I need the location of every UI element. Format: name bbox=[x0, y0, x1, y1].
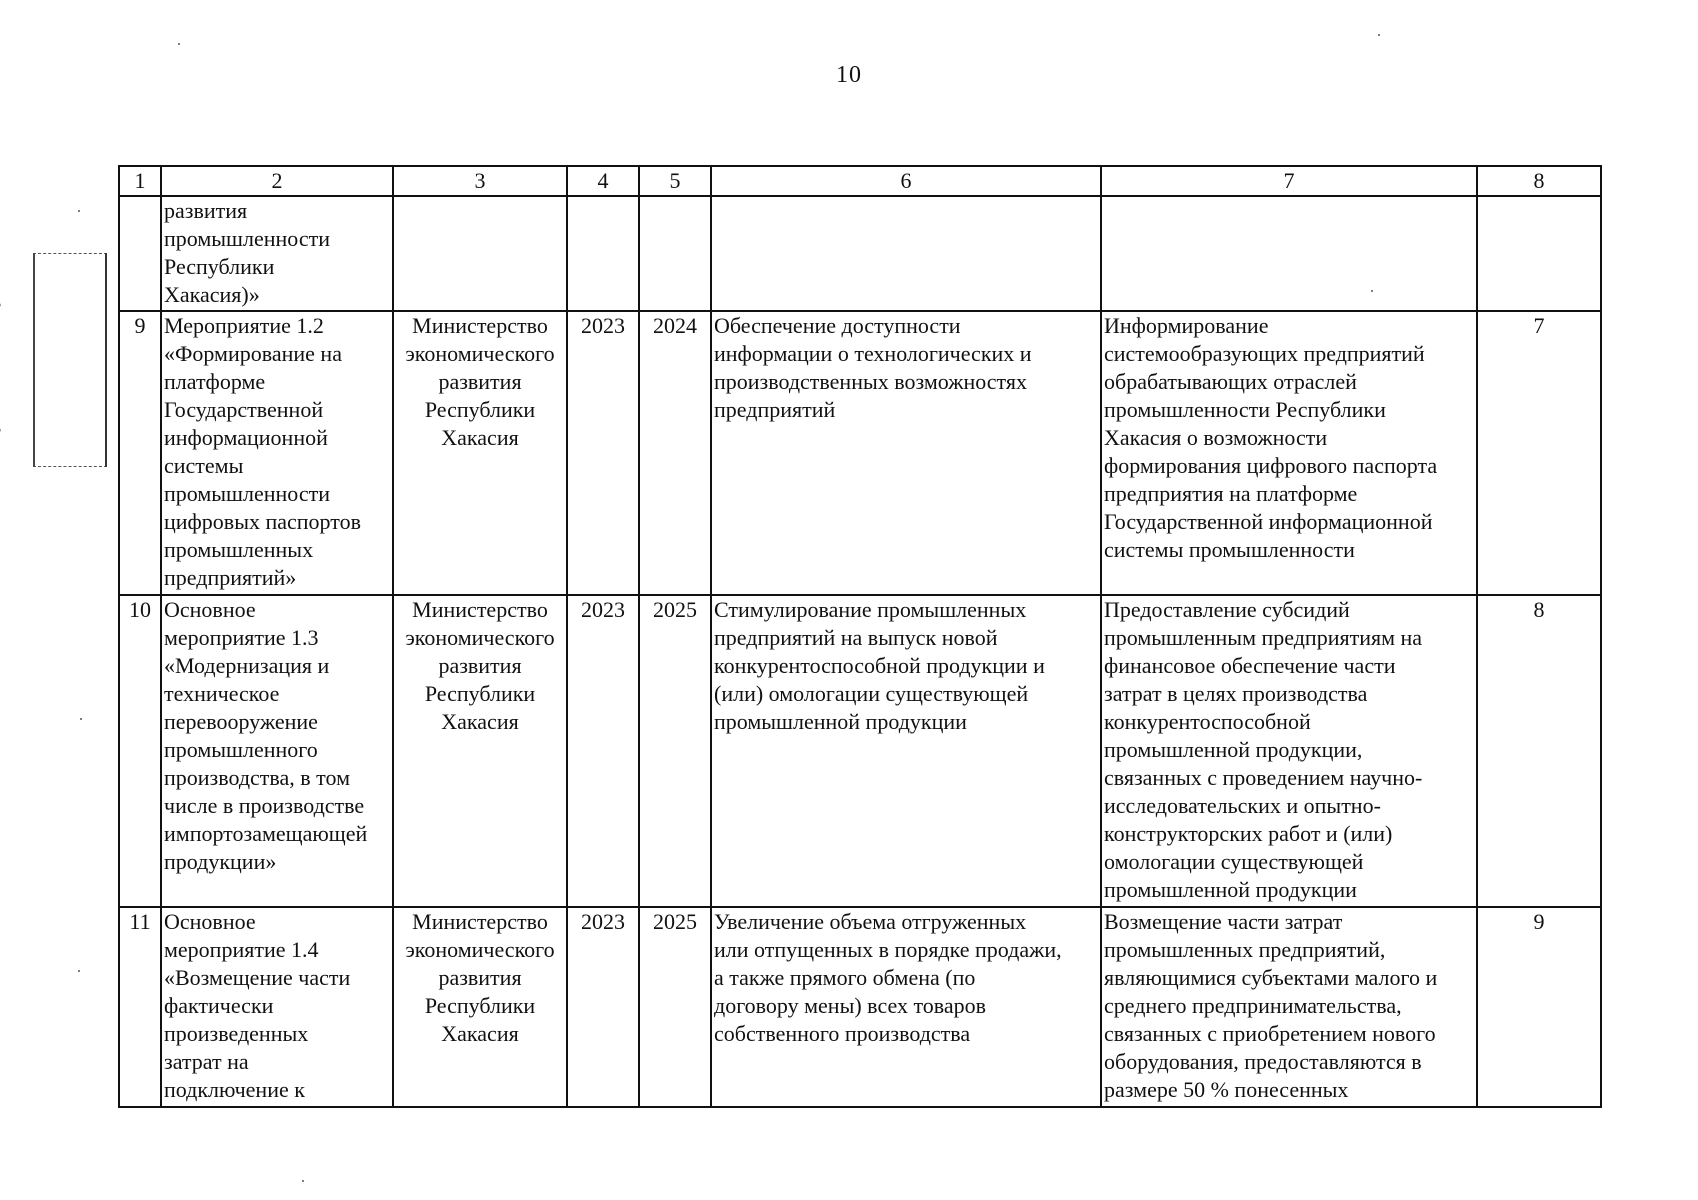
text-line: Хакасия bbox=[441, 425, 519, 450]
expected-result bbox=[711, 907, 1101, 1107]
text-line: предприятия на платформе bbox=[1104, 481, 1358, 506]
text-line: промышленности bbox=[164, 226, 330, 251]
text-line: Хакасия о возможности bbox=[1104, 425, 1328, 450]
linked-indicator: 8 bbox=[1477, 595, 1601, 907]
text-line: Основное bbox=[164, 909, 256, 934]
program-table bbox=[118, 165, 1602, 1108]
column-number: 1 bbox=[119, 166, 161, 196]
text-line: предприятий» bbox=[164, 565, 297, 590]
text-line: Республики bbox=[164, 254, 275, 279]
table-row bbox=[119, 595, 1601, 907]
text-line: Государственной информационной bbox=[1104, 509, 1433, 534]
activity-name bbox=[161, 907, 393, 1107]
text-line: а также прямого обмена (по bbox=[714, 965, 976, 990]
text-line: промышленного bbox=[164, 737, 318, 762]
start-year: 2023 bbox=[567, 907, 639, 1107]
text-line: экономического bbox=[405, 625, 555, 650]
text-line: Хакасия)» bbox=[164, 282, 260, 307]
text-line: импортозамещающей bbox=[164, 821, 368, 846]
text-line: Хакасия bbox=[441, 709, 519, 734]
text-line: размере 50 % понесенных bbox=[1104, 1077, 1349, 1102]
end-year: 2025 bbox=[639, 907, 711, 1107]
column-number: 5 bbox=[639, 166, 711, 196]
stamp-line bbox=[0, 239, 1, 482]
text-line: Министерство bbox=[412, 597, 548, 622]
text-line: Республики bbox=[424, 681, 536, 706]
implementation-measures bbox=[1101, 907, 1477, 1107]
text-line: формирования цифрового паспорта bbox=[1104, 453, 1438, 478]
text-line: перевооружение bbox=[164, 709, 318, 734]
text-line: производства, в том bbox=[164, 765, 350, 790]
text-line: Основное bbox=[164, 597, 256, 622]
text-line: или отпущенных в порядке продажи, bbox=[714, 937, 1062, 962]
text-line: Предоставление субсидий bbox=[1104, 597, 1350, 622]
text-line: обрабатывающих отраслей bbox=[1104, 369, 1357, 394]
text-line: развития bbox=[438, 965, 522, 990]
text-line: договору мены) всех товаров bbox=[714, 993, 987, 1018]
text-line: «Возмещение части bbox=[164, 965, 351, 990]
text-line: произведенных bbox=[164, 1021, 309, 1046]
responsible-executor bbox=[393, 907, 567, 1107]
text-line: мероприятие 1.3 bbox=[164, 625, 319, 650]
expected-result bbox=[711, 595, 1101, 907]
text-line: являющимися субъектами малого и bbox=[1104, 965, 1438, 990]
text-line: Министерство bbox=[412, 909, 548, 934]
text-line: промышленной продукции bbox=[1104, 877, 1357, 902]
text-line: Мероприятие 1.2 bbox=[164, 313, 324, 338]
text-line: платформе bbox=[164, 369, 266, 394]
start-year: 2023 bbox=[567, 595, 639, 907]
text-line: Республики bbox=[424, 397, 536, 422]
text-line: среднего предпринимательства, bbox=[1104, 993, 1402, 1018]
text-line: оборудования, предоставляются в bbox=[1104, 1049, 1422, 1074]
text-line: экономического bbox=[405, 937, 555, 962]
text-line: Министерство bbox=[412, 313, 548, 338]
text-line: подключение к bbox=[164, 1077, 305, 1102]
text-line: Возмещение части затрат bbox=[1104, 909, 1343, 934]
text-line: финансовое обеспечение части bbox=[1104, 653, 1396, 678]
text-line: промышленной продукции, bbox=[1104, 737, 1363, 762]
column-number: 2 bbox=[161, 166, 393, 196]
text-line: системообразующих предприятий bbox=[1104, 341, 1425, 366]
implementation-measures bbox=[1101, 311, 1477, 595]
text-line: (или) омологации существующей bbox=[714, 681, 1029, 706]
text-line: Увеличение объема отгруженных bbox=[714, 909, 1027, 934]
side-stamp bbox=[33, 253, 107, 467]
text-line: развития bbox=[164, 198, 248, 223]
text-line: развития bbox=[438, 653, 522, 678]
text-line: системы bbox=[164, 453, 244, 478]
text-line: Обеспечение доступности bbox=[714, 313, 961, 338]
text-line: предприятий bbox=[714, 397, 836, 422]
text-line: Хакасия bbox=[441, 1021, 519, 1046]
text-line: предприятий на выпуск новой bbox=[714, 625, 998, 650]
text-line: промышленным предприятиям на bbox=[1104, 625, 1423, 650]
text-line: затрат в целях производства bbox=[1104, 681, 1368, 706]
column-number: 6 bbox=[711, 166, 1101, 196]
column-number: 4 bbox=[567, 166, 639, 196]
continuation-row bbox=[119, 196, 1601, 311]
row-number bbox=[119, 196, 161, 311]
column-number-header-row bbox=[119, 166, 1601, 196]
text-line: конкурентоспособной продукции и bbox=[714, 653, 1045, 678]
text-line: «Формирование на bbox=[164, 341, 342, 366]
text-line: производственных возможностях bbox=[714, 369, 1027, 394]
column-number: 8 bbox=[1477, 166, 1601, 196]
text-line: экономического bbox=[405, 341, 555, 366]
text-line: промышленной продукции bbox=[714, 709, 967, 734]
text-line: Государственной bbox=[164, 397, 324, 422]
text-line: числе в производстве bbox=[164, 793, 365, 818]
text-line: исследовательских и опытно- bbox=[1104, 793, 1381, 818]
text-line: развития bbox=[438, 369, 522, 394]
text-line: омологации существующей bbox=[1104, 849, 1364, 874]
text-line: Стимулирование промышленных bbox=[714, 597, 1027, 622]
text-line: промышленных предприятий, bbox=[1104, 937, 1386, 962]
text-line: продукции» bbox=[164, 849, 277, 874]
text-line: промышленности bbox=[164, 481, 330, 506]
activity-name bbox=[161, 595, 393, 907]
responsible-executor bbox=[393, 311, 567, 595]
text-line: промышленных bbox=[164, 537, 314, 562]
text-line: Информирование bbox=[1104, 313, 1269, 338]
text-line: информационной bbox=[164, 425, 328, 450]
text-line: цифровых паспортов bbox=[164, 509, 361, 534]
text-line: техническое bbox=[164, 681, 280, 706]
text-line: «Модернизация и bbox=[164, 653, 330, 678]
text-line: конкурентоспособной bbox=[1104, 709, 1311, 734]
table-row bbox=[119, 311, 1601, 595]
table-row bbox=[119, 907, 1601, 1107]
text-line: собственного производства bbox=[714, 1021, 971, 1046]
linked-indicator: 9 bbox=[1477, 907, 1601, 1107]
text-line: промышленности Республики bbox=[1104, 397, 1386, 422]
column-number: 3 bbox=[393, 166, 567, 196]
end-year: 2025 bbox=[639, 595, 711, 907]
start-year: 2023 bbox=[567, 311, 639, 595]
continuation-text bbox=[161, 196, 393, 311]
column-number: 7 bbox=[1101, 166, 1477, 196]
page-number: 10 bbox=[836, 62, 862, 88]
row-number: 9 bbox=[119, 311, 161, 595]
text-line: связанных с проведением научно- bbox=[1104, 765, 1423, 790]
text-line: Республики bbox=[424, 993, 536, 1018]
text-line: конструкторских работ и (или) bbox=[1104, 821, 1393, 846]
text-line: мероприятие 1.4 bbox=[164, 937, 319, 962]
responsible-executor bbox=[393, 595, 567, 907]
text-line: затрат на bbox=[164, 1049, 249, 1074]
expected-result bbox=[711, 311, 1101, 595]
text-line: связанных с приобретением нового bbox=[1104, 1021, 1436, 1046]
row-number: 10 bbox=[119, 595, 161, 907]
end-year: 2024 bbox=[639, 311, 711, 595]
row-number: 11 bbox=[119, 907, 161, 1107]
text-line: системы промышленности bbox=[1104, 537, 1355, 562]
text-line: информации о технологических и bbox=[714, 341, 1032, 366]
linked-indicator: 7 bbox=[1477, 311, 1601, 595]
implementation-measures bbox=[1101, 595, 1477, 907]
text-line: фактически bbox=[164, 993, 274, 1018]
activity-name bbox=[161, 311, 393, 595]
